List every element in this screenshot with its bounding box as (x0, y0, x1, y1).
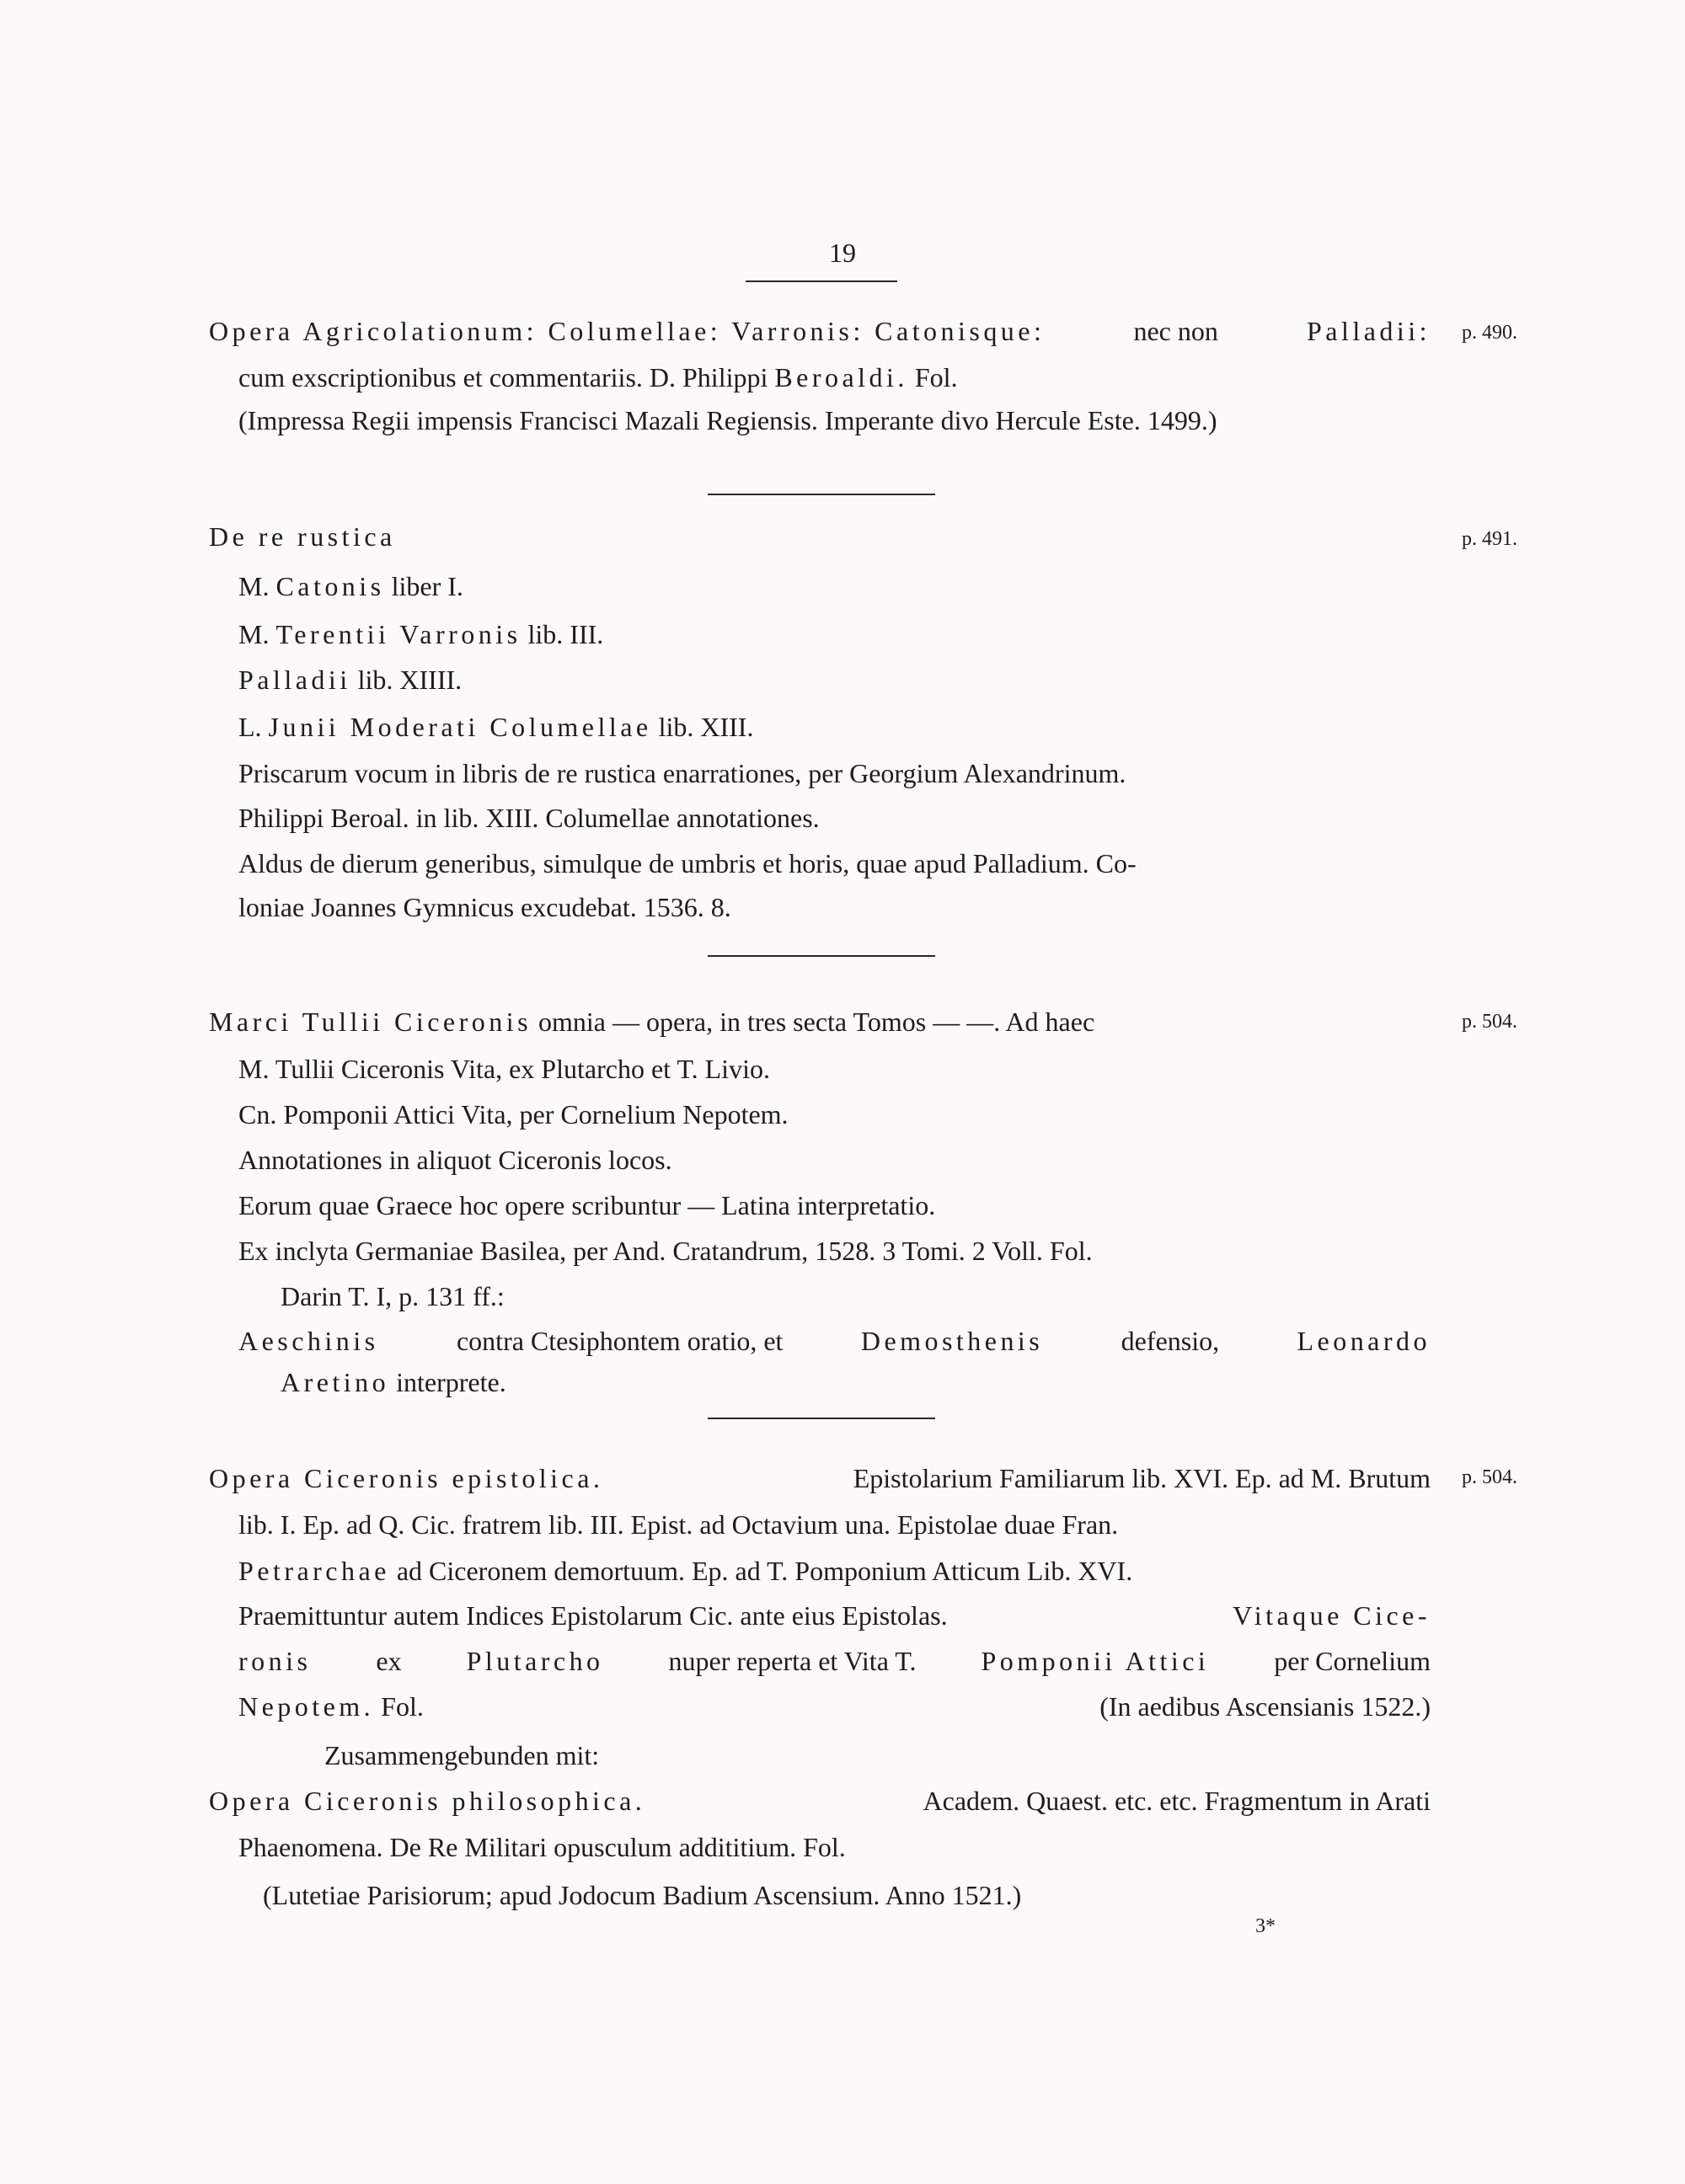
entry-line: Ex inclyta Germaniae Basilea, per And. Cratandrum, 1528. 3 Tomi. 2 Voll. Fol. (238, 1236, 1093, 1266)
entry-line (238, 1324, 1431, 1358)
author-name: Plutarcho (466, 1646, 604, 1676)
author-name: Opera Ciceronis epistolica. (209, 1463, 604, 1493)
header-rule (746, 280, 897, 282)
page-ref: p. 504. (1462, 1466, 1517, 1488)
author-name: Pomponii Attici (981, 1646, 1210, 1676)
entry-text: lib. III. (527, 619, 604, 649)
entry-text: cum exscriptionibus et commentariis. D. Philippi (238, 362, 768, 392)
author-name: Terentii Varronis (275, 619, 522, 649)
entry-line: lib. I. Ep. ad Q. Cic. fratrem lib. III. Epist. ad Octavium una. Epistolae duae Fran. (238, 1509, 1119, 1540)
entry-text: per Cornelium (1274, 1646, 1431, 1676)
entry-text: Fol. (381, 1691, 424, 1722)
author-name: Marci Tullii Ciceronis (209, 1007, 532, 1037)
entry-line (238, 710, 753, 744)
entry-text: interprete. (396, 1367, 506, 1397)
entry-line (238, 360, 958, 394)
entry-text: defensio, (1121, 1326, 1220, 1356)
entry-text: lib. XIII. (658, 712, 754, 742)
imprint-line: (In aedibus Ascensianis 1522.) (1099, 1691, 1431, 1722)
entry-text: nuper reperta et Vita T. (668, 1646, 917, 1676)
entry-line: loniae Joannes Gymnicus excudebat. 1536. 8. (238, 892, 731, 922)
entry-line: Annotationes in aliquot Ciceronis locos. (238, 1145, 672, 1175)
entry-line: M. Tullii Ciceronis Vita, ex Plutarcho et T. Livio. (238, 1054, 770, 1084)
entry-line: Priscarum vocum in libris de re rustica enarrationes, per Georgium Alexandrinum. (238, 758, 1126, 788)
entry-line: Philippi Beroal. in lib. XIII. Columellae annotationes. (238, 803, 820, 833)
page-ref: p. 504. (1462, 1011, 1517, 1033)
entry-line (238, 1554, 1132, 1588)
entry-line (209, 1005, 1094, 1039)
author-name: Aeschinis (238, 1326, 379, 1356)
section-rule (708, 955, 935, 957)
author-name: Palladii (238, 665, 351, 695)
entry-text: Academ. Quaest. etc. etc. Fragmentum in Arati (923, 1786, 1431, 1816)
page-number: 19 (829, 238, 856, 268)
entry-text: nec non (1133, 316, 1218, 346)
imprint-line: (Lutetiae Parisiorum; apud Jodocum Badium Ascensium. Anno 1521.) (263, 1880, 1022, 1910)
author-name: Opera Ciceronis philosophica. (209, 1786, 646, 1816)
entry-line: Aldus de dierum generibus, simulque de umbris et horis, quae apud Palladium. Co- (238, 848, 1137, 878)
author-name: Aretino (281, 1367, 390, 1397)
author-name: Vitaque Cice- (1233, 1600, 1431, 1631)
author-name: Palladii: (1307, 316, 1431, 346)
entry-line (238, 1644, 1431, 1678)
entry-text: M. (238, 571, 270, 601)
entry-line (238, 1599, 1431, 1632)
author-name: Petrarchae (238, 1556, 390, 1586)
entry-line (281, 1365, 506, 1399)
entry-line (238, 617, 603, 651)
entry-text: M. (238, 619, 270, 649)
imprint-line: (Impressa Regii impensis Francisci Mazali Regiensis. Imperante divo Hercule Este. 1499.) (238, 405, 1217, 435)
entry-line (209, 1784, 1431, 1818)
author-name: Leonardo (1297, 1326, 1431, 1356)
section-rule (708, 1418, 935, 1419)
author-name: Demosthenis (860, 1326, 1044, 1356)
entry-line: Phaenomena. De Re Militari opusculum addititium. Fol. (238, 1832, 846, 1862)
entry-line (209, 1461, 1431, 1495)
entry-text: omnia — opera, in tres secta Tomos — —. Ad haec (538, 1007, 1095, 1037)
bound-with-note: Zusammengebunden mit: (324, 1740, 600, 1770)
entry-line (238, 569, 463, 603)
author-name: ronis (238, 1646, 312, 1676)
entry-text: Epistolarium Familiarum lib. XVI. Ep. ad M. Brutum (853, 1463, 1431, 1493)
entry-text: ex (376, 1646, 402, 1676)
entry-text: Praemittuntur autem Indices Epistolarum Cic. ante eius Epistolas. (238, 1600, 948, 1631)
entry-text: contra Ctesiphontem oratio, et (456, 1326, 784, 1356)
author-name: Nepotem. (238, 1691, 375, 1722)
entry-text: lib. XIIII. (357, 665, 463, 695)
signature-mark: 3* (1255, 1915, 1276, 1937)
author-name: Opera Agricolationum: Columellae: Varronis: Catonisque: (209, 316, 1046, 346)
page-ref: p. 491. (1462, 528, 1517, 550)
author-name: Beroaldi. (774, 362, 908, 392)
entry-line: Cn. Pomponii Attici Vita, per Cornelium Nepotem. (238, 1099, 789, 1129)
entry-text: L. (238, 712, 262, 742)
entry-text: liber I. (391, 571, 463, 601)
author-name: Catonis (275, 571, 385, 601)
entry-line (238, 663, 462, 697)
entry-title: De re rustica (209, 521, 396, 552)
author-name: Junii Moderati Columellae (268, 712, 652, 742)
page-ref: p. 490. (1462, 322, 1517, 344)
entry-text: Fol. (914, 362, 958, 392)
entry-line (238, 1690, 1431, 1723)
entry-line (209, 314, 1431, 348)
entry-line: Darin T. I, p. 131 ff.: (281, 1281, 505, 1311)
section-rule (708, 494, 935, 495)
entry-line: Eorum quae Graece hoc opere scribuntur — Latina interpretatio. (238, 1190, 936, 1220)
entry-text: ad Ciceronem demortuum. Ep. ad T. Pomponium Atticum Lib. XVI. (396, 1556, 1133, 1586)
